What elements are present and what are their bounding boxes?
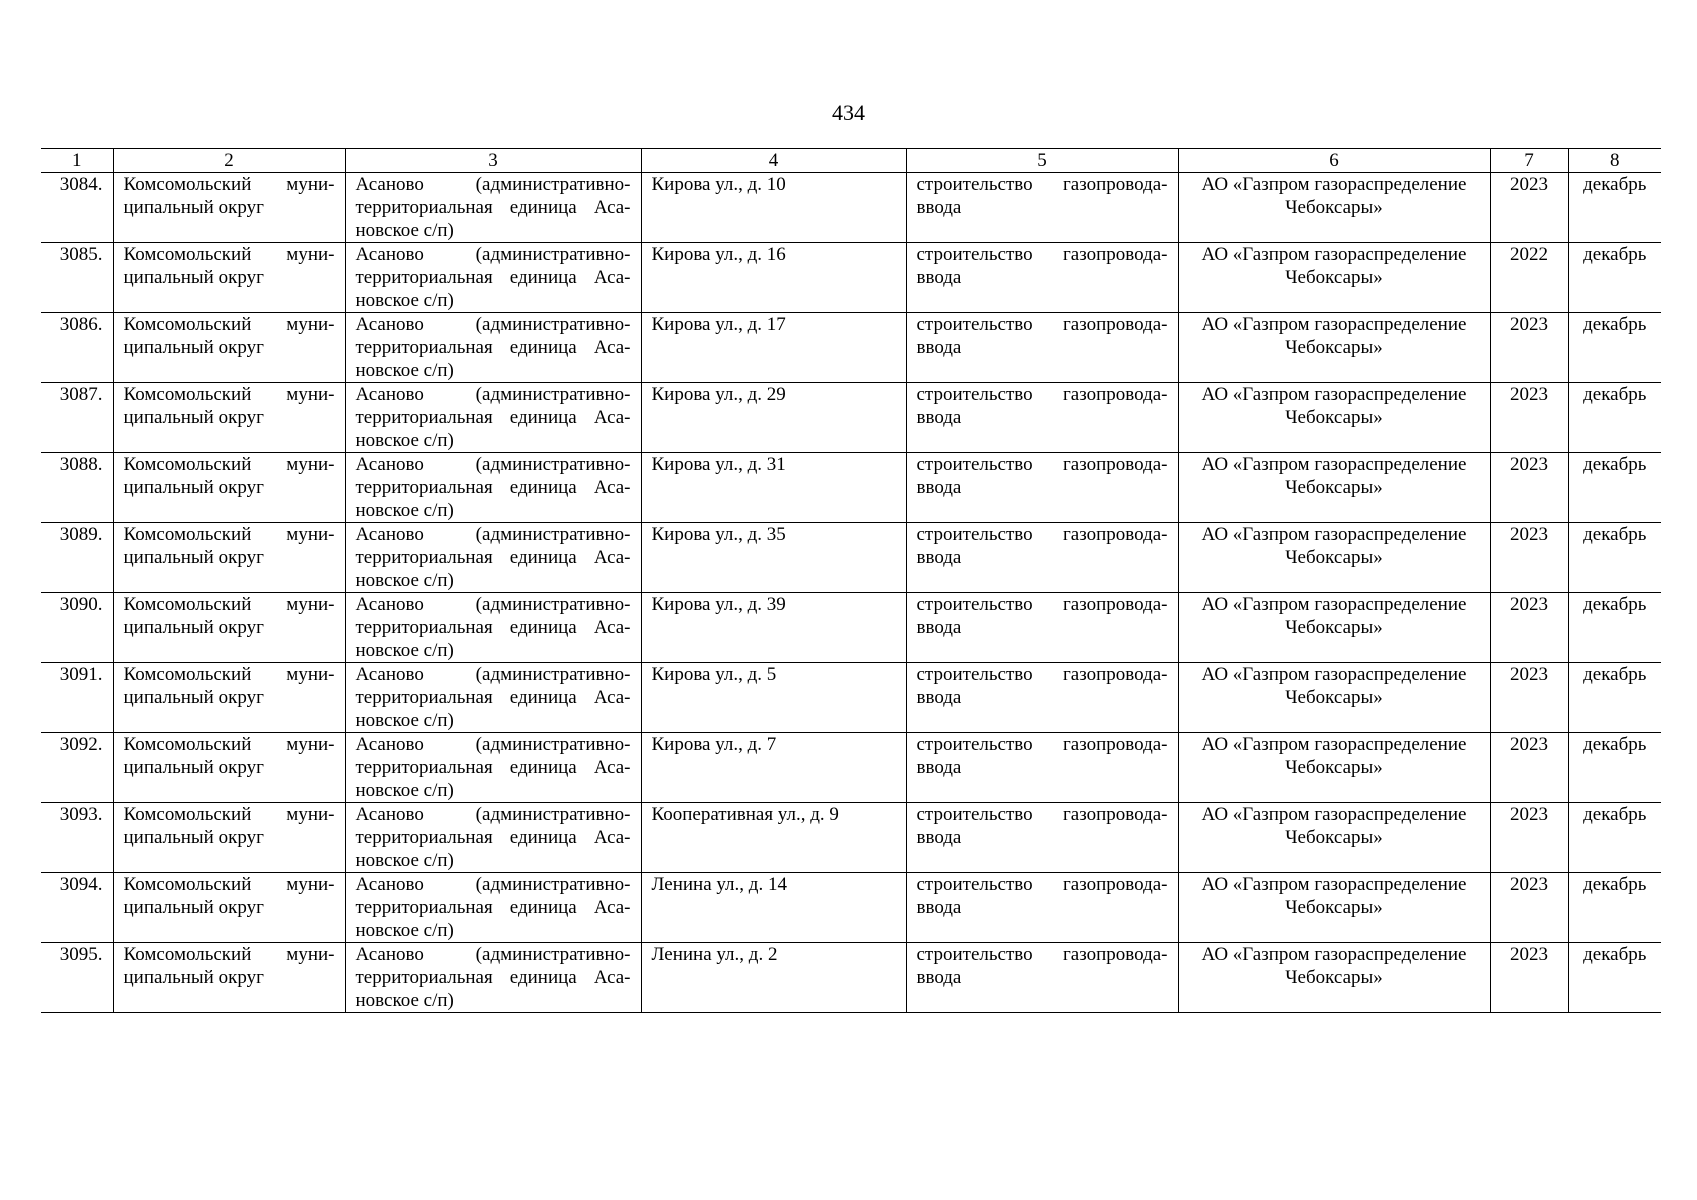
work-type-cell: строительство газопровода-ввода [906,453,1178,523]
district-cell: Комсомольский муни-ципальный округ [113,523,345,593]
settlement-cell: Асаново (административно-территориальная единица Аса-новское с/п) [345,313,641,383]
row-number-cell: 3087. [41,383,113,453]
work-type-cell: строительство газопровода-ввода [906,383,1178,453]
district-cell: Комсомольский муни-ципальный округ [113,803,345,873]
row-number-cell: 3094. [41,873,113,943]
year-cell: 2023 [1490,803,1568,873]
row-number-cell: 3092. [41,733,113,803]
year-cell: 2023 [1490,943,1568,1013]
year-cell: 2023 [1490,663,1568,733]
address-cell: Ленина ул., д. 14 [641,873,906,943]
district-cell: Комсомольский муни-ципальный округ [113,943,345,1013]
district-cell: Комсомольский муни-ципальный округ [113,453,345,523]
settlement-cell: Асаново (административно-территориальная единица Аса-новское с/п) [345,593,641,663]
table-row [41,873,1661,943]
year-cell: 2023 [1490,733,1568,803]
month-cell: декабрь [1568,173,1661,243]
year-cell: 2023 [1490,523,1568,593]
row-number-cell: 3093. [41,803,113,873]
district-cell: Комсомольский муни-ципальный округ [113,733,345,803]
settlement-cell: Асаново (административно-территориальная единица Аса-новское с/п) [345,873,641,943]
address-cell: Кирова ул., д. 16 [641,243,906,313]
year-cell: 2023 [1490,313,1568,383]
address-cell: Кооперативная ул., д. 9 [641,803,906,873]
table-row [41,803,1661,873]
column-header: 8 [1568,149,1661,173]
organization-cell: АО «Газпром газораспределение Чебоксары» [1178,243,1490,313]
table-row [41,733,1661,803]
month-cell: декабрь [1568,313,1661,383]
month-cell: декабрь [1568,523,1661,593]
year-cell: 2023 [1490,593,1568,663]
work-type-cell: строительство газопровода-ввода [906,243,1178,313]
column-header: 3 [345,149,641,173]
page-number: 434 [832,100,865,125]
year-cell: 2023 [1490,383,1568,453]
work-type-cell: строительство газопровода-ввода [906,943,1178,1013]
month-cell: декабрь [1568,803,1661,873]
table-row [41,523,1661,593]
month-cell: декабрь [1568,383,1661,453]
row-number-cell: 3085. [41,243,113,313]
district-cell: Комсомольский муни-ципальный округ [113,873,345,943]
district-cell: Комсомольский муни-ципальный округ [113,383,345,453]
row-number-cell: 3095. [41,943,113,1013]
settlement-cell: Асаново (административно-территориальная единица Аса-новское с/п) [345,943,641,1013]
organization-cell: АО «Газпром газораспределение Чебоксары» [1178,803,1490,873]
address-cell: Кирова ул., д. 39 [641,593,906,663]
address-cell: Кирова ул., д. 7 [641,733,906,803]
month-cell: декабрь [1568,733,1661,803]
table-row [41,383,1661,453]
organization-cell: АО «Газпром газораспределение Чебоксары» [1178,453,1490,523]
row-number-cell: 3088. [41,453,113,523]
table-row [41,663,1661,733]
address-cell: Кирова ул., д. 35 [641,523,906,593]
row-number-cell: 3089. [41,523,113,593]
district-cell: Комсомольский муни-ципальный округ [113,593,345,663]
work-type-cell: строительство газопровода-ввода [906,593,1178,663]
year-cell: 2023 [1490,453,1568,523]
settlement-cell: Асаново (административно-территориальная единица Аса-новское с/п) [345,243,641,313]
table-row [41,453,1661,523]
registry-table [41,148,1661,1013]
settlement-cell: Асаново (административно-территориальная единица Аса-новское с/п) [345,453,641,523]
address-cell: Кирова ул., д. 29 [641,383,906,453]
settlement-cell: Асаново (административно-территориальная единица Аса-новское с/п) [345,173,641,243]
organization-cell: АО «Газпром газораспределение Чебоксары» [1178,313,1490,383]
work-type-cell: строительство газопровода-ввода [906,803,1178,873]
table-row [41,243,1661,313]
address-cell: Ленина ул., д. 2 [641,943,906,1013]
organization-cell: АО «Газпром газораспределение Чебоксары» [1178,943,1490,1013]
address-cell: Кирова ул., д. 5 [641,663,906,733]
settlement-cell: Асаново (административно-территориальная единица Аса-новское с/п) [345,523,641,593]
month-cell: декабрь [1568,943,1661,1013]
column-header: 7 [1490,149,1568,173]
row-number-cell: 3086. [41,313,113,383]
work-type-cell: строительство газопровода-ввода [906,873,1178,943]
month-cell: декабрь [1568,873,1661,943]
settlement-cell: Асаново (административно-территориальная единица Аса-новское с/п) [345,383,641,453]
work-type-cell: строительство газопровода-ввода [906,173,1178,243]
work-type-cell: строительство газопровода-ввода [906,663,1178,733]
month-cell: декабрь [1568,453,1661,523]
work-type-cell: строительство газопровода-ввода [906,523,1178,593]
organization-cell: АО «Газпром газораспределение Чебоксары» [1178,523,1490,593]
month-cell: декабрь [1568,593,1661,663]
address-cell: Кирова ул., д. 10 [641,173,906,243]
organization-cell: АО «Газпром газораспределение Чебоксары» [1178,873,1490,943]
settlement-cell: Асаново (административно-территориальная единица Аса-новское с/п) [345,803,641,873]
organization-cell: АО «Газпром газораспределение Чебоксары» [1178,733,1490,803]
year-cell: 2023 [1490,173,1568,243]
column-header: 5 [906,149,1178,173]
column-number-row [41,149,1661,173]
organization-cell: АО «Газпром газораспределение Чебоксары» [1178,173,1490,243]
row-number-cell: 3084. [41,173,113,243]
address-cell: Кирова ул., д. 17 [641,313,906,383]
month-cell: декабрь [1568,243,1661,313]
year-cell: 2023 [1490,873,1568,943]
table-row [41,313,1661,383]
settlement-cell: Асаново (административно-территориальная единица Аса-новское с/п) [345,663,641,733]
column-header: 2 [113,149,345,173]
column-header: 6 [1178,149,1490,173]
address-cell: Кирова ул., д. 31 [641,453,906,523]
column-header: 1 [41,149,113,173]
settlement-cell: Асаново (административно-территориальная единица Аса-новское с/п) [345,733,641,803]
table-row [41,593,1661,663]
year-cell: 2022 [1490,243,1568,313]
district-cell: Комсомольский муни-ципальный округ [113,173,345,243]
work-type-cell: строительство газопровода-ввода [906,733,1178,803]
organization-cell: АО «Газпром газораспределение Чебоксары» [1178,593,1490,663]
district-cell: Комсомольский муни-ципальный округ [113,313,345,383]
organization-cell: АО «Газпром газораспределение Чебоксары» [1178,663,1490,733]
district-cell: Комсомольский муни-ципальный округ [113,243,345,313]
work-type-cell: строительство газопровода-ввода [906,313,1178,383]
month-cell: декабрь [1568,663,1661,733]
table-body [41,173,1661,1013]
organization-cell: АО «Газпром газораспределение Чебоксары» [1178,383,1490,453]
row-number-cell: 3090. [41,593,113,663]
column-header: 4 [641,149,906,173]
district-cell: Комсомольский муни-ципальный округ [113,663,345,733]
row-number-cell: 3091. [41,663,113,733]
table-row [41,173,1661,243]
table-row [41,943,1661,1013]
